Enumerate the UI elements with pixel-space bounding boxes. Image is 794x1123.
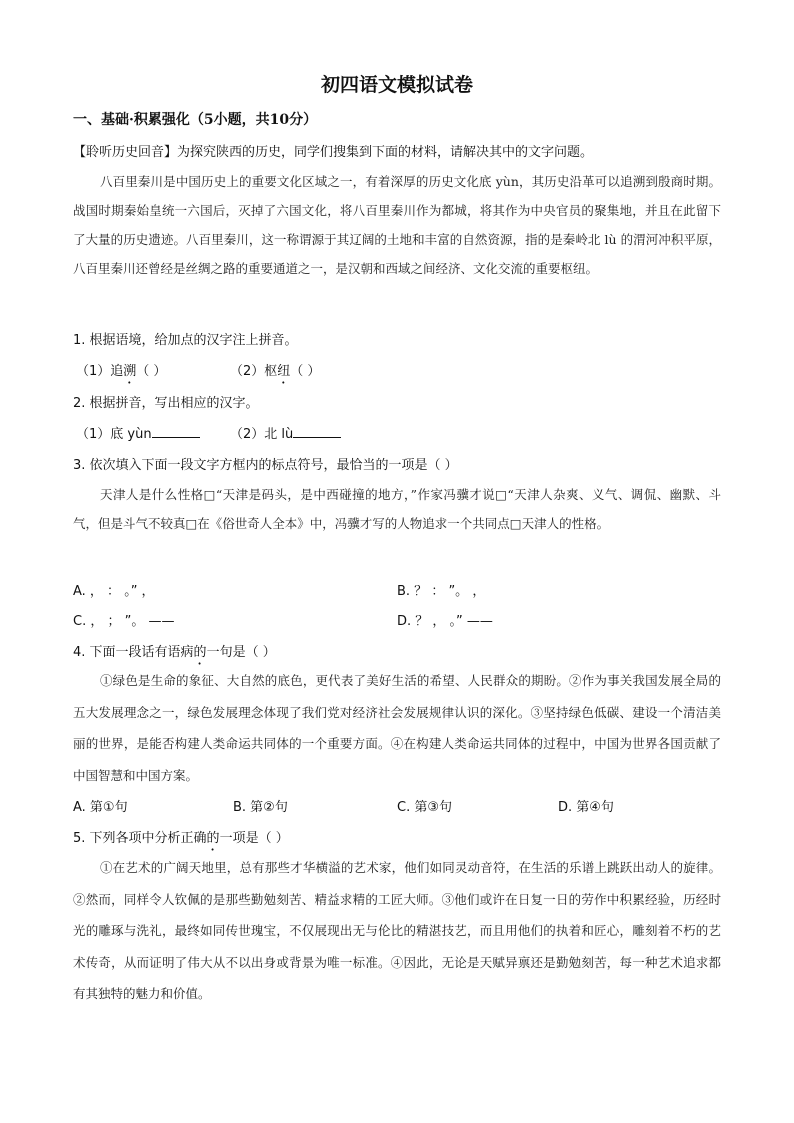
question-4-option-b[interactable]: B. 第②句	[233, 800, 288, 815]
dotted-char: 溯	[123, 364, 137, 379]
question-4-option-a[interactable]: A. 第①句	[73, 800, 128, 815]
answer-blank[interactable]	[293, 425, 341, 438]
question-1-stem: 1. 根据语境，给加点的汉字注上拼音。	[73, 333, 298, 348]
question-2-item-a: （1）底 yùn	[76, 423, 200, 442]
question-3-stem: 3. 依次填入下面一段文字方框内的标点符号，最恰当的一项是（ ）	[73, 458, 458, 473]
answer-blank[interactable]	[152, 425, 200, 438]
dotted-char: 纽	[277, 364, 291, 379]
page-title: 初四语文模拟试卷	[320, 74, 473, 96]
question-3-option-a[interactable]: A. ， ： 。” ，	[73, 584, 155, 599]
question-5-stem: 5. 下列各项中分析正确的一项是（ ）	[73, 831, 289, 846]
dotted-char: 的	[193, 645, 207, 660]
section-heading: 一、基础·积累强化（5小题，共10分）	[73, 112, 318, 128]
question-1-item-a: （1）追溯（ ）	[76, 364, 167, 379]
question-3-option-c[interactable]: C. ， ； ”。 ——	[73, 614, 175, 629]
question-3-option-b[interactable]: B. ？ ： ”。 ，	[397, 584, 486, 599]
dotted-char: 的	[206, 831, 220, 846]
question-4-option-c[interactable]: C. 第③句	[397, 800, 452, 815]
question-5-passage: ①在艺术的广阔天地里，总有那些才华横溢的艺术家，他们如同灵动音符，在生活的乐谱上跳跃出动人的旋律。②然而，同样令人钦佩的是那些勤勉刻苦、精益求精的工匠大师。③他们或许在日复一日的劳作中积累经验，历经时光的雕琢与洗礼，最终如同传世瑰宝，不仅展现出无与伦比的精湛技艺，而且用他们的执着和匠心，雕刻着不朽的艺术传奇，从而证明了伟大从不以出身或背景为唯一标准。④因此，无论是天赋异禀还是勤勉刻苦，每一种艺术追求都有其独特的魅力和价值。	[73, 860, 721, 1001]
question-4-passage: ①绿色是生命的象征、大自然的底色，更代表了美好生活的希望、人民群众的期盼。②作为事关我国发展全局的五大发展理念之一，绿色发展理念体现了我们党对经济社会发展规律认识的深化。③坚持绿色低碳、建设一个清洁美丽的世界，是能否构建人类命运共同体的一个重要方面。④在构建人类命运共同体的过程中，中国为世界各国贡献了中国智慧和中国方案。	[73, 673, 721, 783]
question-2-stem: 2. 根据拼音，写出相应的汉字。	[73, 396, 259, 411]
question-2-item-b: （2）北 lù	[230, 423, 341, 442]
passage-qinchuan: 八百里秦川是中国历史上的重要文化区域之一，有着深厚的历史文化底 yùn，其历史沿革可以追溯到殷商时期。战国时期秦始皇统一六国后，灭掉了六国文化，将八百里秦川作为都城，将其作为中央官员的聚集地，并且在此留下了大量的历史遗迹。八百里秦川，这一称谓源于其辽阔的土地和丰富的自然资源，指的是秦岭北 lù 的渭河冲积平原，八百里秦川还曾经是丝绸之路的重要通道之一，是汉朝和西域之间经济、文化交流的重要枢纽。	[73, 174, 721, 276]
question-3-passage: 天津人是什么性格□“天津是码头，是中西碰撞的地方，”作家冯骥才说□“天津人杂爽、义气、调侃、幽默、斗气，但是斗气不较真□在《俗世奇人全本》中，冯骥才写的人物追求一个共同点□天津人的性格。	[73, 487, 721, 531]
question-1-item-b: （2）枢纽（ ）	[230, 364, 321, 379]
question-4-stem: 4. 下面一段话有语病的一句是（ ）	[73, 645, 276, 660]
intro-text: 【聆听历史回音】为探究陕西的历史，同学们搜集到下面的材料，请解决其中的文字问题。	[73, 145, 594, 160]
question-3-option-d[interactable]: D. ？ ， 。” ——	[397, 614, 493, 629]
question-4-option-d[interactable]: D. 第④句	[558, 800, 614, 815]
